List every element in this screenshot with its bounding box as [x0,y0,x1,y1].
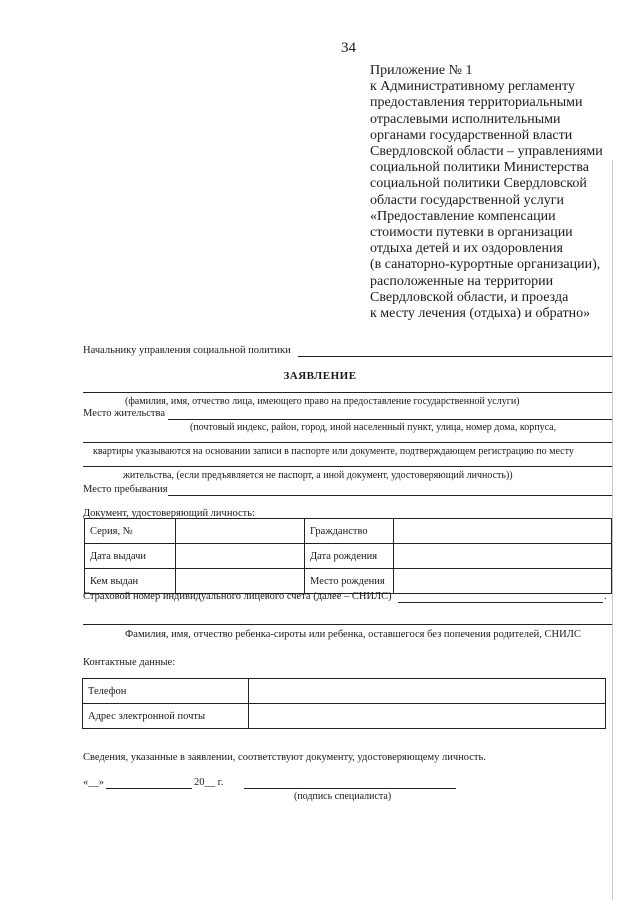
form-title: ЗАЯВЛЕНИЕ [283,370,357,382]
appendix-line: Свердловской области, и проезда [370,289,569,305]
applicant-name-hint: (фамилия, имя, отчество лица, имеющего право на предоставление государственной услуги) [125,396,520,407]
appendix-line: к Административному регламенту [370,79,575,95]
residence-label: Место жительства [83,408,165,419]
id-field-value[interactable] [394,569,612,594]
contact-label: Адрес электронной почты [83,704,249,729]
id-field-label: Дата выдачи [85,544,176,569]
email-field[interactable] [249,704,606,729]
appendix-line: отдыха детей и их оздоровления [370,241,563,257]
address-hint-2: квартиры указываются на основании записи в паспорте или документе, подтверждающем регистрацию по месту [93,446,574,457]
contacts-label: Контактные данные: [83,657,176,668]
residence-field[interactable] [168,419,613,420]
address-hint-3: жительства, (если предъявляется не паспорт, а иной документ, удостоверяющий личность)) [123,470,513,481]
id-field-value[interactable] [176,569,305,594]
appendix-line: социальной политики Министерства [370,160,590,176]
id-field-value[interactable] [176,544,305,569]
table-row [83,704,606,729]
date-month-field[interactable] [106,788,192,789]
id-field-label: Место рождения [305,569,394,594]
appendix-line: Свердловской области – управлениями [370,144,603,160]
appendix-line: расположенные на территории [370,273,554,289]
appendix-line: отраслевыми исполнительными [370,111,561,127]
applicant-name-field[interactable] [83,392,613,393]
confirmation-text: Сведения, указанные в заявлении, соответствуют документу, удостоверяющему личность. [83,752,486,763]
id-document-table [84,518,612,594]
appendix-line: «Предоставление компенсации [370,208,556,224]
appendix-line: органами государственной власти [370,127,573,143]
table-row [85,519,612,544]
id-field-label: Дата рождения [305,544,394,569]
residence-field-line-2[interactable] [83,442,613,443]
appendix-line: стоимости путевки в организации [370,225,573,241]
id-document-label: Документ, удостоверяющий личность: [83,508,255,519]
id-field-label: Гражданство [305,519,394,544]
addressee-field[interactable] [298,356,612,357]
date-day: «__» [83,777,104,788]
appendix-line: предоставления территориальными [370,95,583,111]
table-row [85,569,612,594]
appendix-line: (в санаторно-курортные организации), [370,257,601,273]
contacts-table [82,678,606,729]
contact-label: Телефон [83,679,249,704]
appendix-header [370,63,603,322]
table-row [85,544,612,569]
phone-field[interactable] [249,679,606,704]
appendix-line: к месту лечения (отдыха) и обратно» [370,306,591,322]
table-row [83,679,606,704]
addressee-label: Начальнику управления социальной политики [83,345,291,356]
id-field-value[interactable] [394,519,612,544]
appendix-line: области государственной услуги [370,192,565,208]
id-field-label: Кем выдан [85,569,176,594]
snils-label: Страховой номер индивидуального лицевого счета (далее – СНИЛС) [83,591,392,602]
id-field-value[interactable] [394,544,612,569]
signature-field[interactable] [244,788,456,789]
id-field-value[interactable] [176,519,305,544]
address-hint: (почтовый индекс, район, город, иной населенный пункт, улица, номер дома, корпуса, [190,422,557,433]
appendix-line: Приложение № 1 [370,63,473,78]
snils-end: . [604,591,607,602]
date-year: 20__ г. [194,777,224,788]
residence-field-line-3[interactable] [83,466,613,467]
scan-edge-line [612,160,613,900]
child-field[interactable] [83,624,613,625]
stay-label: Место пребывания [83,484,168,495]
signature-hint: (подпись специалиста) [294,791,392,802]
appendix-line: социальной политики Свердловской [370,176,587,192]
child-hint: Фамилия, имя, отчество ребенка-сироты или ребенка, оставшегося без попечения родителей, СНИЛС [125,629,581,640]
stay-field[interactable] [168,495,613,496]
page-number: 34 [341,40,356,56]
id-field-label: Серия, № [85,519,176,544]
snils-field[interactable] [398,602,603,603]
